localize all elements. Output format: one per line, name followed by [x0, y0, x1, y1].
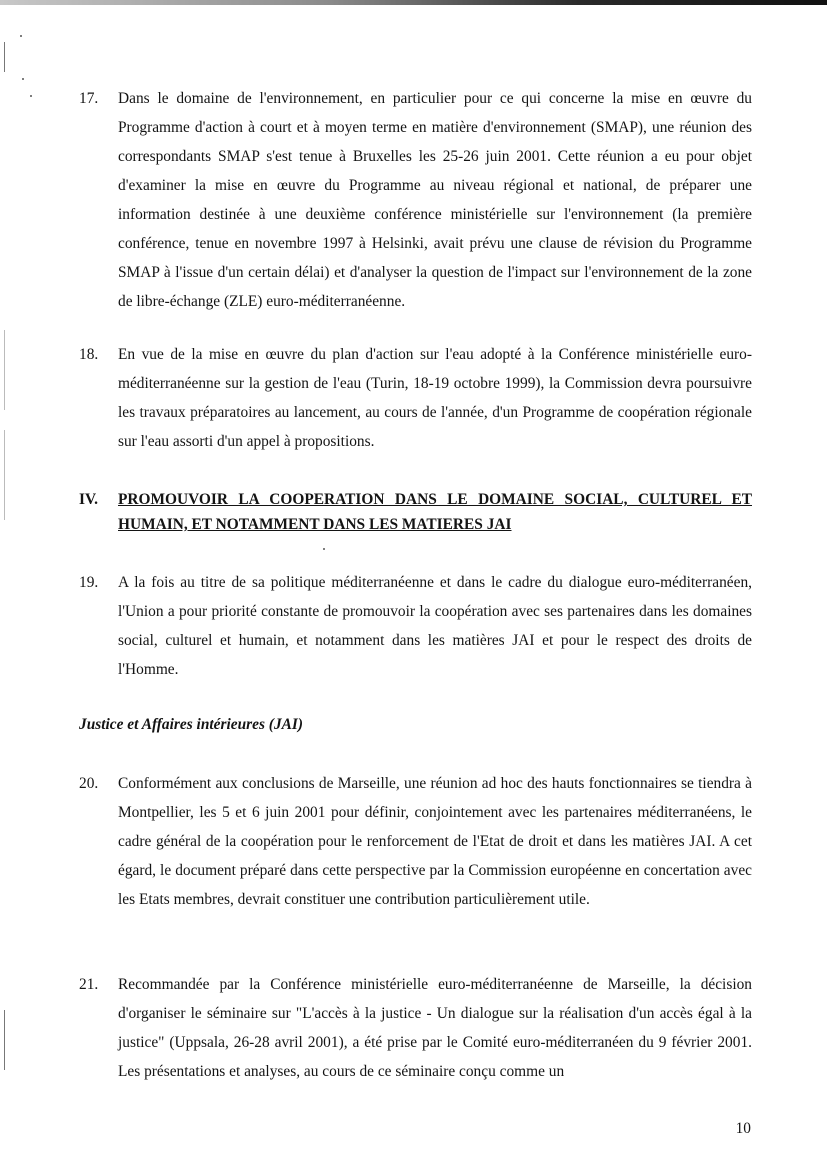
- paragraph-text: A la fois au titre de sa politique méditerranéenne et dans le cadre du dialogue euro-méditerranéen, l'Union a pour priorité constante de promouvoir la coopération avec ses partenaires dans les domaines social, culturel et humain, et notamment dans les matières JAI et pour le respect des droits de l'Homme.: [118, 574, 752, 678]
- subheading: Justice et Affaires intérieures (JAI): [79, 716, 304, 733]
- paragraph-number: 17.: [79, 90, 99, 107]
- paragraph-text: Recommandée par la Conférence ministérielle euro-méditerranéenne de Marseille, la décision d'organiser le séminaire sur "L'accès à la justice - Un dialogue sur la réalisation d'un accès égal à la justice" (Uppsala, 26-28 avril 2001), a été prise par le Comité euro-méditerranéen du 9 février 2001. Les présentations et analyses, au cours de ce séminaire conçu comme un: [118, 976, 752, 1080]
- paragraph-number: 21.: [79, 976, 99, 993]
- scan-speck: [323, 548, 325, 550]
- section-number: IV.: [79, 491, 98, 508]
- scan-speck: [20, 35, 22, 37]
- paragraph-number: 18.: [79, 346, 99, 363]
- scan-margin-mark: [4, 330, 5, 410]
- scan-margin-mark: [4, 430, 5, 520]
- paragraph-text: Conformément aux conclusions de Marseille, une réunion ad hoc des hauts fonctionnaires se tiendra à Montpellier, les 5 et 6 juin 2001 pour définir, conjointement avec les partenaires méditerranéens, le cadre général de la coopération pour le renforcement de l'Etat de droit et dans les matières JAI. A cet égard, le document préparé dans cette perspective par la Commission européenne en concertation avec les Etats membres, devrait constituer une contribution particulièrement utile.: [118, 775, 752, 908]
- paragraph-number: 20.: [79, 775, 99, 792]
- section-title: PROMOUVOIR LA COOPERATION DANS LE DOMAINE SOCIAL, CULTUREL ET HUMAIN, ET NOTAMMENT DANS LES MATIERES JAI: [118, 491, 752, 533]
- paragraph-text: Dans le domaine de l'environnement, en particulier pour ce qui concerne la mise en œuvre du Programme d'action à court et à moyen terme en matière d'environnement (SMAP), une réunion des correspondants SMAP s'est tenue à Bruxelles les 25-26 juin 2001. Cette réunion a eu pour objet d'examiner la mise en œuvre du Programme au niveau régional et national, de préparer une information destinée à une deuxième conférence ministérielle sur l'environnement (la première conférence, tenue en novembre 1997 à Helsinki, avait prévu une clause de révision du Programme SMAP à l'issue d'un certain délai) et d'analyser la question de l'impact sur l'environnement de la zone de libre-échange (ZLE) euro-méditerranéenne.: [118, 90, 752, 310]
- scan-margin-mark: [4, 1010, 5, 1070]
- paragraph-number: 19.: [79, 574, 99, 591]
- page-number: 10: [735, 1120, 751, 1137]
- scan-speck: [22, 78, 24, 80]
- scan-speck: [30, 95, 32, 97]
- scan-top-edge: [0, 0, 827, 5]
- scan-margin-mark: [4, 42, 5, 72]
- paragraph-text: En vue de la mise en œuvre du plan d'action sur l'eau adopté à la Conférence ministérielle euro-méditerranéenne sur la gestion de l'eau (Turin, 18-19 octobre 1999), la Commission devra poursuivre les travaux préparatoires au lancement, au cours de l'année, d'un Programme de coopération régionale sur l'eau assorti d'un appel à propositions.: [118, 346, 752, 450]
